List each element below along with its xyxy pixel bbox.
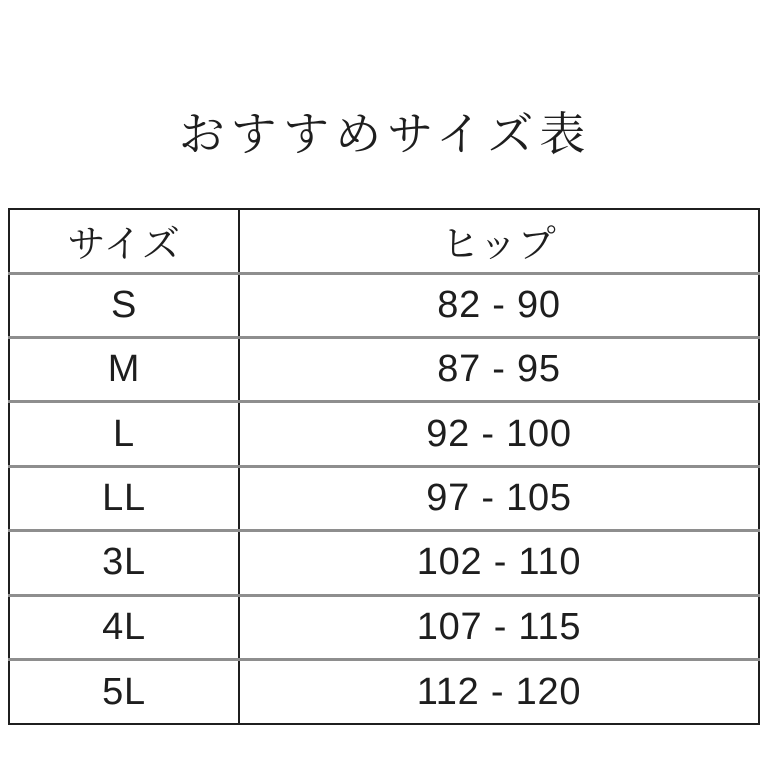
size-cell: M: [9, 337, 239, 401]
table-row: [9, 337, 759, 401]
table-row: [9, 595, 759, 659]
size-cell: L: [9, 402, 239, 466]
size-cell: 4L: [9, 595, 239, 659]
header-row: [9, 209, 759, 273]
hip-cell: 102 - 110: [239, 531, 759, 595]
size-cell: 5L: [9, 660, 239, 724]
size-cell: LL: [9, 466, 239, 530]
page-title: おすすめサイズ表: [178, 108, 592, 160]
hip-cell: 107 - 115: [239, 595, 759, 659]
table-row: [9, 660, 759, 724]
hip-column-header: ヒップ: [239, 209, 759, 273]
hip-cell: 112 - 120: [416, 670, 582, 713]
size-column-header: サイズ: [9, 209, 239, 273]
table-row: [9, 531, 759, 595]
table-row: [9, 466, 759, 530]
hip-cell: 87 - 95: [239, 337, 759, 401]
table-row: [9, 273, 759, 337]
hip-cell: 97 - 105: [239, 466, 759, 530]
size-cell: 3L: [9, 531, 239, 595]
hip-cell: 82 - 90: [239, 273, 759, 337]
size-chart-table: [8, 208, 760, 725]
size-cell: S: [9, 273, 239, 337]
table-row: [9, 402, 759, 466]
hip-cell: 92 - 100: [239, 402, 759, 466]
